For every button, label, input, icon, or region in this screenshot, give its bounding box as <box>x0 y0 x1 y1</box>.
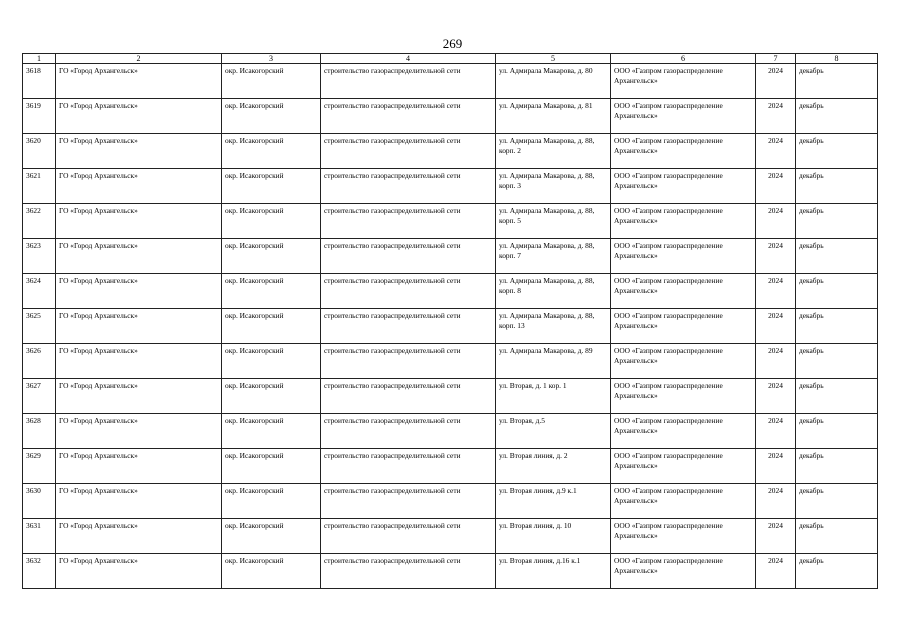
district-cell: окр. Исакогорский <box>222 414 321 449</box>
table-row <box>23 99 878 134</box>
month-cell: декабрь <box>796 239 878 274</box>
municipality-cell: ГО «Город Архангельск» <box>56 519 222 554</box>
table-row <box>23 344 878 379</box>
table-row <box>23 554 878 589</box>
district-cell: окр. Исакогорский <box>222 99 321 134</box>
district-cell: окр. Исакогорский <box>222 344 321 379</box>
district-cell: окр. Исакогорский <box>222 169 321 204</box>
work-type-cell: строительство газораспределительной сети <box>321 379 496 414</box>
municipality-cell: ГО «Город Архангельск» <box>56 449 222 484</box>
month-cell: декабрь <box>796 449 878 484</box>
year-cell: 2024 <box>756 274 796 309</box>
column-number: 8 <box>796 54 878 64</box>
table-row <box>23 414 878 449</box>
table-row <box>23 64 878 99</box>
address-cell: ул. Адмирала Макарова, д. 88, корп. 8 <box>496 274 611 309</box>
year-cell: 2024 <box>756 64 796 99</box>
row-number-cell: 3631 <box>23 519 56 554</box>
work-type-cell: строительство газораспределительной сети <box>321 169 496 204</box>
district-cell: окр. Исакогорский <box>222 309 321 344</box>
year-cell: 2024 <box>756 239 796 274</box>
work-type-cell: строительство газораспределительной сети <box>321 449 496 484</box>
municipality-cell: ГО «Город Архангельск» <box>56 344 222 379</box>
table-row <box>23 134 878 169</box>
address-cell: ул. Адмирала Макарова, д. 81 <box>496 99 611 134</box>
month-cell: декабрь <box>796 169 878 204</box>
address-cell: ул. Вторая линия, д.16 к.1 <box>496 554 611 589</box>
year-cell: 2024 <box>756 99 796 134</box>
column-number: 1 <box>23 54 56 64</box>
district-cell: окр. Исакогорский <box>222 274 321 309</box>
district-cell: окр. Исакогорский <box>222 554 321 589</box>
year-cell: 2024 <box>756 344 796 379</box>
municipality-cell: ГО «Город Архангельск» <box>56 414 222 449</box>
column-number: 2 <box>56 54 222 64</box>
year-cell: 2024 <box>756 379 796 414</box>
work-type-cell: строительство газораспределительной сети <box>321 309 496 344</box>
row-number-cell: 3621 <box>23 169 56 204</box>
organization-cell: ООО «Газпром газораспределение Архангельск» <box>611 484 756 519</box>
table-row <box>23 204 878 239</box>
municipality-cell: ГО «Город Архангельск» <box>56 554 222 589</box>
month-cell: декабрь <box>796 274 878 309</box>
organization-cell: ООО «Газпром газораспределение Архангельск» <box>611 134 756 169</box>
address-cell: ул. Адмирала Макарова, д. 88, корп. 13 <box>496 309 611 344</box>
organization-cell: ООО «Газпром газораспределение Архангельск» <box>611 169 756 204</box>
month-cell: декабрь <box>796 99 878 134</box>
row-number-cell: 3625 <box>23 309 56 344</box>
organization-cell: ООО «Газпром газораспределение Архангельск» <box>611 414 756 449</box>
table-row <box>23 274 878 309</box>
organization-cell: ООО «Газпром газораспределение Архангельск» <box>611 99 756 134</box>
month-cell: декабрь <box>796 134 878 169</box>
table-body <box>23 54 878 589</box>
organization-cell: ООО «Газпром газораспределение Архангельск» <box>611 309 756 344</box>
address-cell: ул. Адмирала Макарова, д. 88, корп. 7 <box>496 239 611 274</box>
organization-cell: ООО «Газпром газораспределение Архангельск» <box>611 449 756 484</box>
municipality-cell: ГО «Город Архангельск» <box>56 99 222 134</box>
address-cell: ул. Адмирала Макарова, д. 88, корп. 5 <box>496 204 611 239</box>
row-number-cell: 3623 <box>23 239 56 274</box>
district-cell: окр. Исакогорский <box>222 519 321 554</box>
municipality-cell: ГО «Город Архангельск» <box>56 309 222 344</box>
year-cell: 2024 <box>756 134 796 169</box>
register-table <box>22 53 878 589</box>
column-number-row <box>23 54 878 64</box>
organization-cell: ООО «Газпром газораспределение Архангельск» <box>611 204 756 239</box>
month-cell: декабрь <box>796 344 878 379</box>
organization-cell: ООО «Газпром газораспределение Архангельск» <box>611 239 756 274</box>
municipality-cell: ГО «Город Архангельск» <box>56 169 222 204</box>
row-number-cell: 3620 <box>23 134 56 169</box>
address-cell: ул. Адмирала Макарова, д. 89 <box>496 344 611 379</box>
municipality-cell: ГО «Город Архангельск» <box>56 134 222 169</box>
table-row <box>23 484 878 519</box>
work-type-cell: строительство газораспределительной сети <box>321 554 496 589</box>
address-cell: ул. Адмирала Макарова, д. 88, корп. 3 <box>496 169 611 204</box>
address-cell: ул. Адмирала Макарова, д. 88, корп. 2 <box>496 134 611 169</box>
district-cell: окр. Исакогорский <box>222 239 321 274</box>
table-row <box>23 239 878 274</box>
district-cell: окр. Исакогорский <box>222 134 321 169</box>
row-number-cell: 3618 <box>23 64 56 99</box>
month-cell: декабрь <box>796 204 878 239</box>
district-cell: окр. Исакогорский <box>222 379 321 414</box>
page-number: 269 <box>442 36 463 51</box>
row-number-cell: 3632 <box>23 554 56 589</box>
organization-cell: ООО «Газпром газораспределение Архангельск» <box>611 519 756 554</box>
month-cell: декабрь <box>796 484 878 519</box>
year-cell: 2024 <box>756 554 796 589</box>
year-cell: 2024 <box>756 204 796 239</box>
work-type-cell: строительство газораспределительной сети <box>321 344 496 379</box>
organization-cell: ООО «Газпром газораспределение Архангельск» <box>611 379 756 414</box>
municipality-cell: ГО «Город Архангельск» <box>56 239 222 274</box>
work-type-cell: строительство газораспределительной сети <box>321 519 496 554</box>
work-type-cell: строительство газораспределительной сети <box>321 64 496 99</box>
municipality-cell: ГО «Город Архангельск» <box>56 64 222 99</box>
work-type-cell: строительство газораспределительной сети <box>321 239 496 274</box>
table-row <box>23 309 878 344</box>
table-row <box>23 169 878 204</box>
district-cell: окр. Исакогорский <box>222 204 321 239</box>
municipality-cell: ГО «Город Архангельск» <box>56 379 222 414</box>
district-cell: окр. Исакогорский <box>222 484 321 519</box>
month-cell: декабрь <box>796 414 878 449</box>
row-number-cell: 3627 <box>23 379 56 414</box>
municipality-cell: ГО «Город Архангельск» <box>56 204 222 239</box>
year-cell: 2024 <box>756 484 796 519</box>
year-cell: 2024 <box>756 519 796 554</box>
column-number: 4 <box>321 54 496 64</box>
month-cell: декабрь <box>796 379 878 414</box>
address-cell: ул. Вторая линия, д. 2 <box>496 449 611 484</box>
organization-cell: ООО «Газпром газораспределение Архангельск» <box>611 64 756 99</box>
year-cell: 2024 <box>756 169 796 204</box>
row-number-cell: 3619 <box>23 99 56 134</box>
month-cell: декабрь <box>796 309 878 344</box>
row-number-cell: 3622 <box>23 204 56 239</box>
year-cell: 2024 <box>756 414 796 449</box>
row-number-cell: 3628 <box>23 414 56 449</box>
work-type-cell: строительство газораспределительной сети <box>321 204 496 239</box>
municipality-cell: ГО «Город Архангельск» <box>56 274 222 309</box>
organization-cell: ООО «Газпром газораспределение Архангельск» <box>611 344 756 379</box>
district-cell: окр. Исакогорский <box>222 64 321 99</box>
column-number: 6 <box>611 54 756 64</box>
column-number: 7 <box>756 54 796 64</box>
row-number-cell: 3630 <box>23 484 56 519</box>
month-cell: декабрь <box>796 554 878 589</box>
work-type-cell: строительство газораспределительной сети <box>321 274 496 309</box>
table-row <box>23 379 878 414</box>
work-type-cell: строительство газораспределительной сети <box>321 414 496 449</box>
row-number-cell: 3626 <box>23 344 56 379</box>
address-cell: ул. Вторая, д. 1 кор. 1 <box>496 379 611 414</box>
address-cell: ул. Вторая линия, д. 10 <box>496 519 611 554</box>
work-type-cell: строительство газораспределительной сети <box>321 134 496 169</box>
column-number: 5 <box>496 54 611 64</box>
row-number-cell: 3624 <box>23 274 56 309</box>
table-row <box>23 449 878 484</box>
organization-cell: ООО «Газпром газораспределение Архангельск» <box>611 554 756 589</box>
work-type-cell: строительство газораспределительной сети <box>321 99 496 134</box>
organization-cell: ООО «Газпром газораспределение Архангельск» <box>611 274 756 309</box>
month-cell: декабрь <box>796 519 878 554</box>
year-cell: 2024 <box>756 449 796 484</box>
address-cell: ул. Адмирала Макарова, д. 80 <box>496 64 611 99</box>
year-cell: 2024 <box>756 309 796 344</box>
table-row <box>23 519 878 554</box>
address-cell: ул. Вторая линия, д.9 к.1 <box>496 484 611 519</box>
municipality-cell: ГО «Город Архангельск» <box>56 484 222 519</box>
address-cell: ул. Вторая, д.5 <box>496 414 611 449</box>
district-cell: окр. Исакогорский <box>222 449 321 484</box>
row-number-cell: 3629 <box>23 449 56 484</box>
month-cell: декабрь <box>796 64 878 99</box>
work-type-cell: строительство газораспределительной сети <box>321 484 496 519</box>
column-number: 3 <box>222 54 321 64</box>
